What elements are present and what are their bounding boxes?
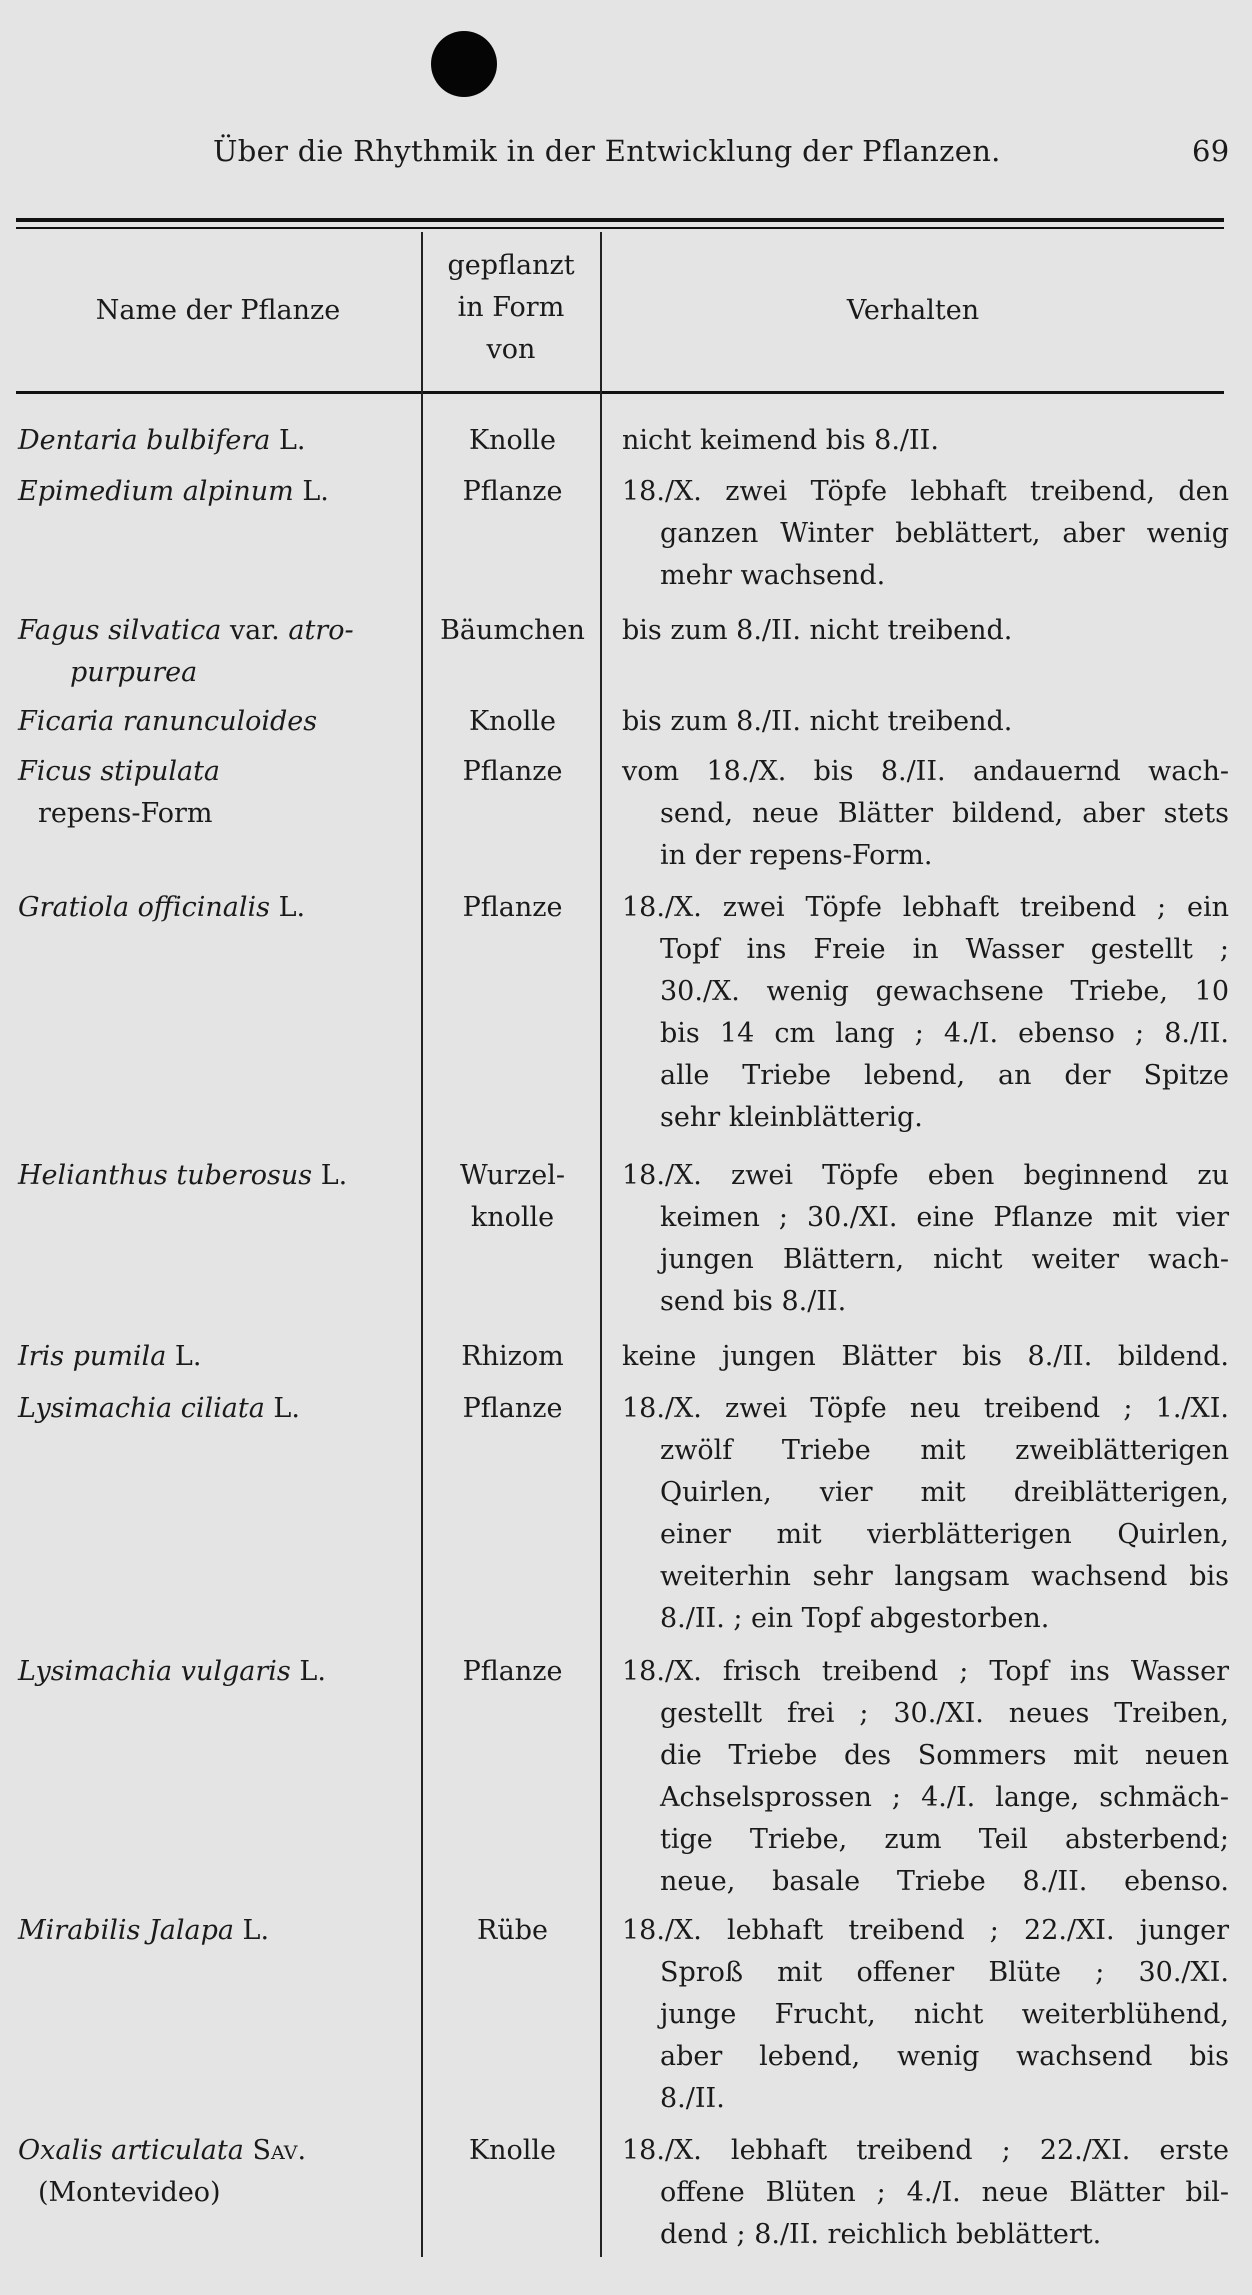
planted-form: Pflanze: [462, 1656, 563, 1687]
behavior: 18./X. zwei Töpfe lebhaft treibend ; ein Topf ins Freie in Wasser gestellt ; 30./X. wenig gewachsene Triebe, 10 bis 14 cm lang ; 4./I. ebenso ; 8./II. alle Triebe lebend, an der Spitze sehr kleinblätterig.: [622, 892, 1229, 1133]
plant-name: Mirabilis Jalapa L.: [18, 1915, 270, 1946]
header-form-line-3: von: [486, 334, 536, 365]
plant-name: Epimedium alpinum L.: [18, 476, 329, 507]
behavior: 18./X. lebhaft treibend ; 22./XI. erste offene Blüten ; 4./I. neue Blätter bil- dend ; 8./II. reichlich beblättert.: [622, 2135, 1229, 2250]
plant-name: Lysimachia ciliata L.: [18, 1393, 300, 1424]
behavior: vom 18./X. bis 8./II. andauernd wach- send, neue Blätter bildend, aber stets in der repens-Form.: [622, 756, 1229, 871]
behavior: 18./X. zwei Töpfe eben beginnend zu keimen ; 30./XI. eine Pflanze mit vier jungen Blättern, nicht weiter wach- send bis 8./II.: [622, 1160, 1229, 1317]
behavior: bis zum 8./II. nicht treibend.: [622, 615, 1013, 646]
plant-name: Iris pumila L.: [18, 1341, 202, 1372]
planted-form: Knolle: [468, 2135, 557, 2166]
behavior: 18./X. zwei Töpfe neu treibend ; 1./XI. zwölf Triebe mit zweiblätterigen Quirlen, vier mit dreiblätterigen, einer mit vierblätterigen Quirlen, weiterhin sehr langsam wachsend bis 8./II. ; ein Topf abgestorben.: [622, 1393, 1229, 1634]
planted-form: Knolle: [468, 706, 557, 737]
behavior: keine jungen Blätter bis 8./II. bildend.: [622, 1341, 1229, 1372]
top-rule-thick: [16, 218, 1224, 222]
running-head-title: Über die Rhythmik in der Entwicklung der Pflanzen.: [213, 134, 1001, 168]
header-rule: [16, 391, 1224, 394]
header-name-label: Name der Pflanze: [95, 295, 341, 326]
planted-form: Pflanze: [462, 1393, 563, 1424]
top-rule-thin: [16, 227, 1224, 229]
planted-form: Bäumchen: [440, 615, 585, 646]
planted-form: Pflanze: [462, 892, 563, 923]
plant-name: Lysimachia vulgaris L.: [18, 1656, 326, 1687]
planted-form: Knolle: [468, 425, 557, 456]
behavior: 18./X. frisch treibend ; Topf ins Wasser gestellt frei ; 30./XI. neues Treiben, die Triebe des Sommers mit neuen Achselsprossen ; 4./I. lange, schmäch- tige Triebe, zum Teil absterbend; neue, basale Triebe 8./II. ebenso.: [622, 1656, 1229, 1897]
behavior: 18./X. lebhaft treibend ; 22./XI. junger Sproß mit offener Blüte ; 30./XI. junge Frucht, nicht weiterblühend, aber lebend, wenig wachsend bis 8./II.: [622, 1915, 1229, 2114]
planted-form: Wurzel- knolle: [460, 1160, 565, 1233]
planted-form: Rhizom: [461, 1341, 564, 1372]
behavior: nicht keimend bis 8./II.: [622, 425, 939, 456]
header-form-line-1: gepflanzt: [447, 250, 575, 281]
plant-name: Ficus stipulata repens-Form: [18, 756, 221, 829]
plant-name: Helianthus tuberosus L.: [18, 1160, 348, 1191]
header-form: [423, 245, 599, 371]
behavior: 18./X. zwei Töpfe lebhaft treibend, den ganzen Winter beblättert, aber wenig mehr wachsend.: [622, 476, 1229, 591]
planted-form: Pflanze: [462, 476, 563, 507]
plant-name: Gratiola officinalis L.: [18, 892, 306, 923]
planted-form: Rübe: [477, 1915, 548, 1946]
column-divider-2: [600, 232, 602, 2257]
header-behavior: [602, 290, 1224, 332]
header-form-line-2: in Form: [457, 292, 565, 323]
plant-name: Dentaria bulbifera L.: [18, 425, 306, 456]
punch-hole: [431, 31, 497, 97]
column-divider-1: [421, 232, 423, 2257]
header-name: [16, 290, 420, 332]
planted-form: Pflanze: [462, 756, 563, 787]
behavior: bis zum 8./II. nicht treibend.: [622, 706, 1013, 737]
header-behavior-label: Verhalten: [846, 295, 980, 326]
plant-name: Ficaria ranunculoides: [18, 706, 318, 737]
plant-name: Oxalis articulata Sav. (Montevideo): [18, 2135, 307, 2208]
plant-name: Fagus silvatica var. atro- purpurea: [18, 615, 354, 688]
page-number: 69: [1192, 134, 1230, 168]
